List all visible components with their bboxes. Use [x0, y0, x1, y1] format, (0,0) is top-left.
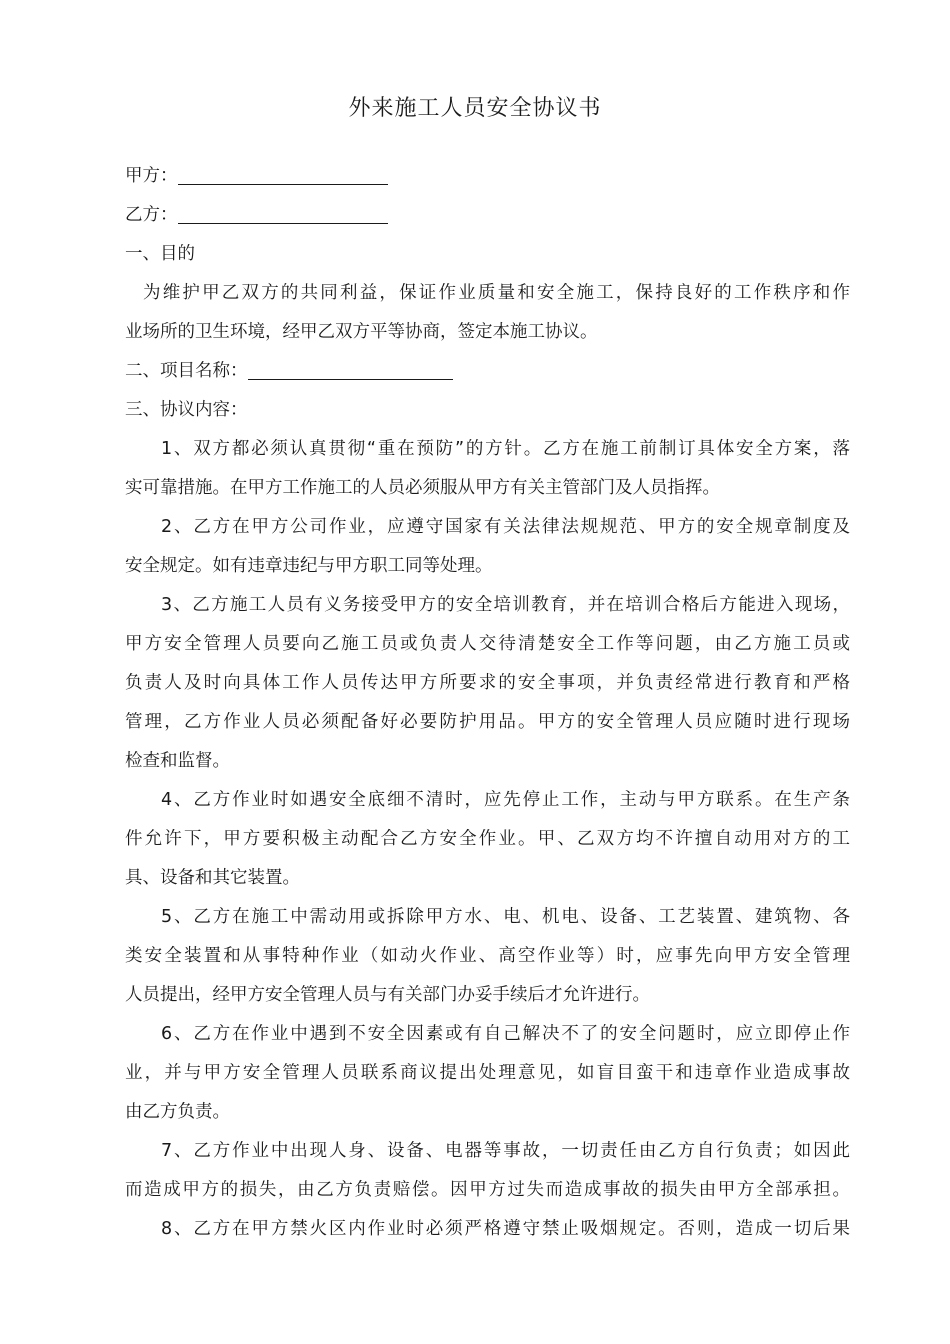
clause-line: 具、设备和其它装置。: [125, 868, 300, 888]
party-b-label: 乙方：: [125, 205, 178, 225]
clause-line: 而造成甲方的损失，由乙方负责赔偿。因甲方过失而造成事故的损失由甲方全部承担。: [125, 1180, 850, 1200]
party-b-line: [125, 196, 850, 235]
party-a-label: 甲方：: [125, 166, 178, 186]
clause-line: 人员提出，经甲方安全管理人员与有关部门办妥手续后才允许进行。: [125, 985, 650, 1005]
clause-line: 负责人及时向具体工作人员传达甲方所要求的安全事项，并负责经常进行教育和严格: [125, 673, 850, 693]
clause-line: 3、乙方施工人员有义务接受甲方的安全培训教育，并在培训合格后方能进入现场，: [161, 595, 850, 615]
clause-line: 7、乙方作业中出现人身、设备、电器等事故，一切责任由乙方自行负责；如因此: [161, 1141, 850, 1161]
clause-line: 5、乙方在施工中需动用或拆除甲方水、电、机电、设备、工艺装置、建筑物、各: [161, 907, 850, 927]
clause-line: 1、双方都必须认真贯彻“重在预防”的方针。乙方在施工前制订具体安全方案，落: [161, 439, 850, 459]
project-name-line: [125, 352, 850, 391]
clause-line: 管理，乙方作业人员必须配备好必要防护用品。甲方的安全管理人员应随时进行现场: [125, 712, 850, 732]
clause-line: 检查和监督。: [125, 751, 230, 771]
clause-line: 由乙方负责。: [125, 1102, 230, 1122]
section-heading-agreement: 三、协议内容：: [125, 400, 248, 420]
purpose-line: 为维护甲乙双方的共同利益，保证作业质量和安全施工，保持良好的工作秩序和作: [143, 283, 850, 303]
purpose-line: 业场所的卫生环境，经甲乙双方平等协商，签定本施工协议。: [125, 322, 598, 342]
document-body: [125, 157, 850, 1249]
clause-line: 6、乙方在作业中遇到不安全因素或有自己解决不了的安全问题时，应立即停止作: [161, 1024, 850, 1044]
party-a-blank: [178, 160, 388, 185]
party-b-blank: [178, 199, 388, 224]
clause-line: 4、乙方作业时如遇安全底细不清时，应先停止工作，主动与甲方联系。在生产条: [161, 790, 850, 810]
clause-line: 类安全装置和从事特种作业（如动火作业、高空作业等）时，应事先向甲方安全管理: [125, 946, 850, 966]
project-name-label: 二、项目名称：: [125, 361, 248, 381]
clause-line: 8、乙方在甲方禁火区内作业时必须严格遵守禁止吸烟规定。否则，造成一切后果: [161, 1219, 850, 1239]
clause-line: 2、乙方在甲方公司作业，应遵守国家有关法律法规规范、甲方的安全规章制度及: [161, 517, 850, 537]
project-name-blank: [248, 355, 453, 380]
clause-line: 业，并与甲方安全管理人员联系商议提出处理意见，如盲目蛮干和违章作业造成事故: [125, 1063, 850, 1083]
clause-line: 件允许下，甲方要积极主动配合乙方安全作业。甲、乙双方均不许擅自动用对方的工: [125, 829, 850, 849]
section-heading-purpose: 一、目的: [125, 244, 195, 264]
party-a-line: [125, 157, 850, 196]
clause-line: 甲方安全管理人员要向乙施工员或负责人交待清楚安全工作等问题，由乙方施工员或: [125, 634, 850, 654]
clause-line: 实可靠措施。在甲方工作施工的人员必须服从甲方有关主管部门及人员指挥。: [125, 478, 720, 498]
clause-line: 安全规定。如有违章违纪与甲方职工同等处理。: [125, 556, 493, 576]
document-title: 外来施工人员安全协议书: [348, 96, 602, 121]
